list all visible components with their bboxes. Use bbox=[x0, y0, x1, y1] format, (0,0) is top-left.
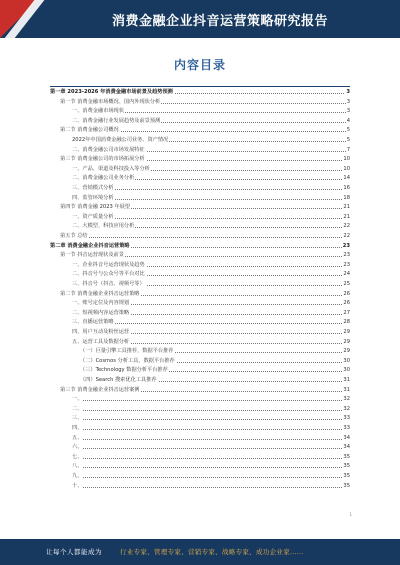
toc-entry-title: 二、 bbox=[72, 405, 83, 412]
toc-entry-title: 第一章 2023-2026 年消费金融市场前景及趋势预测 bbox=[50, 89, 173, 95]
toc-entry-page: 3 bbox=[346, 89, 350, 95]
toc-entry[interactable] bbox=[0, 405, 400, 413]
toc-entry-title: 第二章 消费金融企业抖音运营策略 bbox=[50, 242, 130, 249]
toc-leader-dots bbox=[72, 419, 348, 420]
toc-entry-page: 23 bbox=[343, 252, 350, 259]
toc-entry[interactable] bbox=[0, 462, 400, 470]
toc-entry-title: 四、监管环境分析 bbox=[72, 194, 114, 201]
toc-entry-title: 六、 bbox=[72, 444, 83, 451]
toc-entry-page: 22 bbox=[343, 233, 350, 239]
toc-entry-title: 一、企业抖音号运营现状及趋势 bbox=[72, 261, 145, 268]
toc-entry-title: 第五节 总结 bbox=[60, 233, 88, 239]
toc-entry-page: 3 bbox=[346, 98, 350, 105]
toc-entry[interactable] bbox=[0, 146, 400, 154]
toc-entry-page: 24 bbox=[343, 271, 350, 278]
toc-entry-page: 28 bbox=[343, 319, 350, 326]
toc-leader-dots bbox=[72, 477, 348, 478]
toc-entry-title: 十、 bbox=[72, 482, 83, 489]
toc-entry[interactable] bbox=[0, 395, 400, 403]
toc-entry[interactable] bbox=[0, 366, 400, 374]
toc-heading: 内容目录 bbox=[173, 58, 226, 72]
toc-entry-page: 7 bbox=[346, 146, 350, 153]
report-title: 消费金融企业抖音运营策略研究报告 bbox=[111, 14, 328, 29]
toc-entry-title: （三）Technology 数据分析平台推荐 bbox=[80, 367, 168, 374]
toc-entry-title: 四、 bbox=[72, 425, 83, 431]
toc-entry-title: 二、消费金融行业发展趋势及前景预测 bbox=[72, 117, 161, 124]
toc-entry[interactable] bbox=[0, 126, 400, 134]
toc-entry[interactable] bbox=[0, 280, 400, 288]
toc-leader-dots bbox=[72, 448, 348, 449]
toc-entry[interactable] bbox=[0, 174, 400, 182]
toc-entry-page: 31 bbox=[343, 386, 350, 393]
toc-leader-dots bbox=[72, 467, 348, 468]
page-number: 1 bbox=[349, 512, 352, 517]
toc-entry[interactable] bbox=[0, 203, 400, 211]
toc-leader-dots bbox=[72, 410, 348, 411]
toc-entry-title: 七、 bbox=[72, 453, 83, 460]
toc-entry[interactable] bbox=[0, 251, 400, 259]
toc-entry-title: 一、资产质量分析 bbox=[72, 213, 114, 220]
toc-entry-title: 三、 bbox=[72, 415, 83, 422]
toc-entry-title: 第一节 抖音运营现状及前景 bbox=[60, 252, 124, 259]
toc-entry-title: 九、 bbox=[72, 473, 83, 479]
toc-entry-page: 5 bbox=[346, 127, 350, 134]
toc-entry-page: 35 bbox=[343, 473, 350, 479]
toc-entry[interactable] bbox=[0, 472, 400, 480]
toc-entry-page: 29 bbox=[343, 348, 350, 355]
toc-entry-title: 2022年中国消费金融公司业务、资产情况 bbox=[72, 137, 169, 143]
toc-leader-dots bbox=[60, 237, 348, 238]
toc-entry[interactable] bbox=[0, 222, 400, 230]
toc-leader-dots bbox=[72, 429, 348, 430]
report-header bbox=[0, 0, 400, 38]
toc-entry[interactable] bbox=[0, 299, 400, 307]
toc-entry[interactable] bbox=[0, 242, 400, 250]
toc-entry-title: 五、 bbox=[72, 434, 83, 441]
toc-entry-page: 29 bbox=[343, 338, 350, 345]
toc-entry-title: 二、抖音号与公众号等平台对比 bbox=[72, 271, 145, 278]
toc-entry-title: 一、账号定位及内容规划 bbox=[72, 300, 130, 307]
toc-entry[interactable] bbox=[0, 194, 400, 202]
toc-entry-page: 21 bbox=[343, 213, 350, 220]
toc-entry[interactable] bbox=[0, 357, 400, 365]
toc-entry-page: 26 bbox=[343, 300, 350, 307]
toc-entry-title: 二、消费金融公司市场发展特征 bbox=[72, 146, 145, 153]
toc-entry-page: 16 bbox=[343, 185, 350, 191]
toc-entry-page: 23 bbox=[343, 261, 350, 268]
toc-entry[interactable] bbox=[0, 107, 400, 115]
toc-entry-page: 35 bbox=[343, 453, 350, 460]
toc-entry-page: 25 bbox=[343, 281, 350, 287]
toc-entry-page: 33 bbox=[343, 415, 350, 422]
toc-entry-page: 30 bbox=[343, 357, 350, 364]
toc-entry[interactable] bbox=[0, 386, 400, 394]
toc-entry[interactable] bbox=[0, 443, 400, 451]
toc-entry-page: 26 bbox=[343, 290, 350, 297]
toc-entry-title: 一、产品、渠道及科技投入等分析 bbox=[72, 165, 150, 172]
toc-entry[interactable] bbox=[0, 232, 400, 240]
toc-entry[interactable] bbox=[0, 261, 400, 269]
toc-entry[interactable] bbox=[0, 270, 400, 278]
toc-entry-title: 第三节 消费金融公司的市场拓展分析 bbox=[60, 156, 145, 163]
toc-entry-title: 第一节 消费金融市场概况、国内外现状分析 bbox=[60, 98, 161, 105]
toc-entry-title: 二、短视频内容运营策略 bbox=[72, 309, 130, 316]
toc-entry[interactable] bbox=[0, 98, 400, 106]
toc-entry[interactable] bbox=[0, 165, 400, 173]
toc-entry-page: 35 bbox=[343, 463, 350, 470]
toc-entry-page: 5 bbox=[346, 137, 350, 143]
toc-entry[interactable] bbox=[0, 136, 400, 144]
toc-entry-title: （四）Search 搜索优化工具推荐 bbox=[80, 377, 157, 383]
toc-entry-title: 八、 bbox=[72, 463, 83, 470]
toc-entry-page: 21 bbox=[343, 204, 350, 211]
toc-entry-title: 一、 bbox=[72, 396, 83, 403]
toc-entry-page: 32 bbox=[343, 405, 350, 412]
toc-entry-page: 31 bbox=[343, 377, 350, 383]
toc-entry-page: 33 bbox=[343, 425, 350, 431]
toc-entry[interactable] bbox=[0, 155, 400, 163]
toc-entry[interactable] bbox=[0, 290, 400, 298]
toc-entry-page: 3 bbox=[346, 108, 350, 115]
toc-entry-page: 22 bbox=[343, 223, 350, 230]
toc-entry-title: 第四节 消费金融 2023 年展望 bbox=[60, 204, 131, 211]
toc-entry-page: 35 bbox=[343, 482, 350, 489]
toc-entry[interactable] bbox=[0, 424, 400, 432]
toc-entry-page: 34 bbox=[343, 444, 350, 451]
toc-entry-title: 四、用户互动及粉丝运营 bbox=[72, 329, 130, 335]
footer-tagline: 行业专家、管理专家、营销专家、战略专家、成功企业家…… bbox=[120, 548, 304, 556]
toc-entry[interactable] bbox=[0, 347, 400, 355]
toc-entry-page: 23 bbox=[342, 242, 350, 249]
toc-entry[interactable] bbox=[0, 318, 400, 326]
toc-entry[interactable] bbox=[0, 338, 400, 346]
toc-entry-page: 32 bbox=[343, 396, 350, 403]
toc-entry-page: 34 bbox=[343, 434, 350, 441]
toc-leader-dots bbox=[72, 400, 348, 401]
toc-entry-title: 二、消费金融公司业务分析 bbox=[72, 175, 135, 182]
toc-entry[interactable] bbox=[0, 88, 400, 96]
toc-entry[interactable] bbox=[0, 309, 400, 317]
toc-entry[interactable] bbox=[0, 376, 400, 384]
toc-entry-title: 第二节 消费金融公司概况 bbox=[60, 127, 119, 134]
toc-entry-page: 29 bbox=[343, 329, 350, 335]
toc-entry[interactable] bbox=[0, 328, 400, 336]
toc-entry[interactable] bbox=[0, 434, 400, 442]
toc-entry-page: 18 bbox=[343, 194, 350, 201]
toc-entry-title: 三、抖音号（抖音、视频号等） bbox=[72, 281, 145, 287]
toc-entry-page: 14 bbox=[343, 175, 350, 182]
toc-leader-dots bbox=[72, 487, 348, 488]
toc-entry-title: 第三节 消费金融企业抖音运营案例 bbox=[60, 386, 140, 393]
toc-entry-page: 10 bbox=[343, 156, 350, 163]
toc-divider bbox=[50, 86, 350, 87]
toc-leader-dots bbox=[72, 439, 348, 440]
toc-entry-title: 三、直播运营策略 bbox=[72, 319, 114, 326]
toc-entry-page: 27 bbox=[343, 309, 350, 316]
toc-entry-page: 10 bbox=[343, 165, 350, 172]
toc-entry-title: 一、消费金融市场现状 bbox=[72, 108, 124, 115]
report-footer bbox=[0, 539, 400, 565]
toc-entry[interactable] bbox=[0, 117, 400, 125]
toc-entry-page: 4 bbox=[346, 117, 350, 124]
toc-entry-title: 二、大模型、科技应用分析 bbox=[72, 223, 135, 230]
toc-entry-title: 第二节 消费金融企业抖音运营策略 bbox=[60, 290, 140, 297]
toc-entry-title: （二）Cosmos 分析工具，数据平台推荐 bbox=[80, 357, 175, 364]
toc-entry-title: 三、营销模式分析 bbox=[72, 185, 114, 191]
toc-leader-dots bbox=[72, 458, 348, 459]
toc-entry[interactable] bbox=[0, 213, 400, 221]
toc-entry-title: （一）巨量引擎工具推荐，数据平台推荐 bbox=[80, 348, 174, 355]
toc-entry-page: 30 bbox=[343, 367, 350, 374]
toc-entry[interactable] bbox=[0, 414, 400, 422]
toc-entry[interactable] bbox=[0, 184, 400, 192]
toc-entry-title: 五、运营工具及数据分析 bbox=[72, 338, 130, 345]
footer-slogan: 让每个人都能成为 bbox=[46, 548, 102, 556]
toc-entry[interactable] bbox=[0, 482, 400, 490]
toc-entry[interactable] bbox=[0, 453, 400, 461]
